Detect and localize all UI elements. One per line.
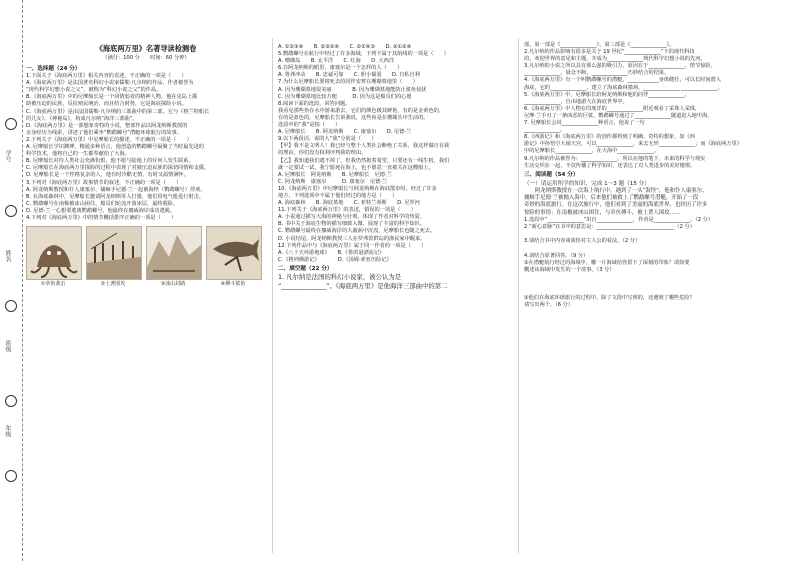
text-line: 【甲】我不是文明人！我已经与整个人类社会断绝了关系，我这样做自有我 <box>278 143 450 150</box>
section-heading: 二、填空题（22 分） <box>278 265 333 272</box>
text-line <box>524 245 774 252</box>
natives-attack-illustration <box>86 226 142 280</box>
illustration-caption: ①章鱼袭击 <box>40 281 66 288</box>
binding-ring <box>5 205 17 217</box>
text-line: A. 珊瑚岛 B. 太平洋 C. 红海 D. 大西洋 <box>278 58 395 65</box>
margin-label: 年级 <box>4 425 11 437</box>
text-line: A. 阿龙纳斯教授和仆人康塞尔、捕鲸手尼德·兰一起被海怪（鹦鹉螺号）俘虏。 <box>26 186 206 193</box>
illustration <box>26 226 80 288</box>
text-line: A. 尼摩船长 阿龙纳斯 B. 尼摩船长 尼德·兰 <box>278 171 392 178</box>
text-line: A. 海底森林 B. 海底墓地 C. 亚特兰蒂斯 D. 尼罗河 <box>278 200 420 207</box>
text-line: 5.鹦鹉螺号在航行中经过了许多海域，下列不属于其航线的一项是（ ） <box>278 51 449 58</box>
text-line: ______________。 <box>524 127 566 134</box>
text-line: ①在潜艇航行经过的海域中，哪一片海域给你留下了深刻的印象？请简要 <box>524 259 690 266</box>
text-line: 亲身经历为线索，讲述了他们乘坐“鹦鹉螺号”潜艇环球航行的故事。 <box>26 129 182 136</box>
octopus-attack-illustration <box>26 226 82 280</box>
text-line: B.《海底两万里》中的尼摩船长是一个同情弱者的精神人物，他在克岛上援 <box>26 94 198 101</box>
text-line: 的儿女》、《神秘岛》，构成凡尔纳“海洋三部曲”。 <box>26 115 138 122</box>
text-line: 我看见那些鱼在水中游来游去，它们的颜色极其鲜艳，有的是金黄色的， <box>278 107 445 114</box>
column-2 <box>278 44 514 291</box>
text-line: 科学技术，他将自己的一生都奉献给了大海。 <box>26 151 130 158</box>
text-line: 6.《海底两万里》中人物在印度洋的______________附近观看了采珠人采珠， <box>524 105 701 112</box>
question-block <box>26 73 266 222</box>
text-line: 4.下列对《海底两万里》中的情节概括排序正确的一项是（ ） <box>26 214 177 221</box>
text-line: 的，欢迎世界的意见和主题，并成为______________现代科学幻想小说的先河。 <box>524 56 706 63</box>
text-line: 地方，下列选项中不属于他们经过的地方是（ ） <box>278 192 398 199</box>
text-line: D. 尼德·兰一心想要逃离鹦鹉螺号，他最终在挪威海岸成功逃脱。 <box>26 207 176 214</box>
text-line: ______________，自由地游弋在海底世界中。 <box>524 98 628 105</box>
margin-label: 姓名 <box>4 250 11 262</box>
page-title: 《海底两万里》名著导读检测卷 <box>95 44 197 53</box>
text-line: C. 阿龙纳斯 康塞尔 D. 康塞尔 尼德·兰 <box>278 178 388 185</box>
illustration-row <box>26 226 266 288</box>
margin-label: 班级 <box>4 340 11 352</box>
illustration-caption: ④搏斗鲨鱼 <box>220 281 246 288</box>
text-line: 12.下列作品中与《海底两万里》属于同一作者的一项是（ ） <box>278 242 427 249</box>
text-line: 9.以下两段话，说的人“我”分别是（ ） <box>278 136 377 143</box>
text-line: D. 尼摩船长是一个性格复杂的人，他有时冷酷无情，有时又温情满怀。 <box>26 172 189 179</box>
shark-fight-illustration <box>206 226 262 280</box>
passage-line: 捕鲸手尼德·兰被抛入海中，后来他们被救上了鹦鹉螺号潜艇，开始了一段 <box>524 195 699 202</box>
text-line: A. 小说通过描写大海的神秘与壮观，体现了作者对科学的热爱。 <box>278 214 425 221</box>
text-line: A. 尼摩船长学识渊博，精通多种语言，他创造的鹦鹉螺号凝聚了当时最先进的 <box>26 144 204 151</box>
text-line: 2.凡尔纳的作品影响有很多是关于 19 世纪“______________”下的现代科技 <box>524 49 695 56</box>
text-line: 就一定要试一试，我宁愿死在海上，也不愿意一直被关在这艘船上。 <box>278 164 434 171</box>
text-line: C. 鹦鹉螺号在南极被冰山困住，船员们轮流开凿冰层，最终脱险。 <box>26 200 179 207</box>
text-line: 的理由，你们没有权利评判我的理由。 <box>278 150 367 157</box>
illustration <box>206 226 260 288</box>
text-line: 10.《海底两万里》中尼摩船长与阿龙纳斯在海底散步时，经过了许多 <box>278 185 437 192</box>
text-line: 9.凡尔纳的作品被誉为：______________，所以在他的笔下，未来的科学与现实 <box>524 155 706 162</box>
text-line: 部，第一部是《______________》，第三部是《______________》。 <box>524 42 675 48</box>
text-line: A. 因为珊瑚墓地很美丽 B. 因为珊瑚墓地能防止鲨鱼侵扰 <box>278 86 427 93</box>
text-line: 选段中的“我”是指（ ） <box>278 122 341 129</box>
question-block <box>278 44 514 264</box>
text-line: ②他们在海底环球旅行的过程中，除了文段中写到的，还遇到了哪些危险？ <box>524 295 695 302</box>
text-line: 请写出两个。（6 分） <box>524 302 574 309</box>
text-line: B. 尼摩船长对待人类社会充满仇恨，他不愿与陆地上的任何人发生联系。 <box>26 158 194 165</box>
text-line: 尼摩·兰手刃了一条凶恶的巨鲨，鹦鹉螺号通过了______________隧道进入地中海。 <box>524 112 713 119</box>
text-line: 8.阅读下面的选段，回答问题。 <box>278 100 351 107</box>
text-line: B. 在海底森林中，尼摩船长邀请阿龙纳斯等人打猎，他们用电气枪进行射击。 <box>26 193 205 200</box>
text-line: 7.为什么尼摩船长要将死去的同伴安葬在珊瑚墓地里（ ） <box>278 79 418 86</box>
text-line: 概述该海域中发生的一个故事。（3 分） <box>524 266 615 273</box>
column-3 <box>524 42 774 309</box>
text-line: C.《海底两万里》是由法国儒勒·凡尔纳的三部曲中的第二部，它与《格兰特船长 <box>26 108 210 115</box>
iceberg-illustration <box>146 226 202 280</box>
section-heading: 一、选择题（24 分） <box>26 66 81 72</box>
text-line: A.《海底两万里》是法国著名科幻小说家儒勒·凡尔纳的作品，作者被誉为 <box>26 80 194 87</box>
text-line: C.《格列佛游记》 D.《汤姆·索亚历险记》 <box>278 256 392 263</box>
text-line: D. 小说结尾，阿龙纳斯教授三人在罗弗敦群岛的渔民家中醒来。 <box>278 235 426 242</box>
reading-questions <box>524 217 774 309</box>
text-line: 海底，它的______________，建立了海底森林猎场，______________ ______________。 <box>524 84 723 91</box>
text-line: ______________，悬念不断，______________巧妙结合的结果。 <box>524 70 670 77</box>
binding-ring <box>5 118 17 130</box>
column-1 <box>26 64 266 288</box>
text-line <box>524 281 774 288</box>
fill-in-question <box>278 273 514 291</box>
text-line: 3.凡尔纳的小说之所以具有那么强的吸引力，原因在于______________，情节惊险， <box>524 63 716 70</box>
text-line: 1.下面关于《海底两万里》相关内容的表述，不正确的一项是（ ） <box>26 73 187 80</box>
text-line: 5.《海底两万里》中，尼摩船长给阿龙纳斯和他的同伴______________， <box>524 91 690 98</box>
illustration-caption: ③冰山封路 <box>160 281 186 288</box>
illustration-caption: ②土著围攻 <box>100 281 126 288</box>
text-line: C. 尼摩船长在海底两万里探险的过程中表现了对被压迫民族的深切同情和支援。 <box>26 165 210 172</box>
text-line: 1.选段中“______________”出自______________，作者是______________。（2 分） <box>524 217 714 224</box>
page-subtitle: （满分：100 分 时间：60 分钟） <box>102 55 190 61</box>
binding-margin <box>0 0 23 561</box>
binding-ring <box>5 470 17 482</box>
passage-line: 阿龙纳斯教授在一次海上航行中，遇到了一头“海怪”，他和仆人康塞尔、 <box>524 187 708 194</box>
illustration <box>86 226 140 288</box>
reading-passage <box>524 188 774 217</box>
section-heading: 三、阅读题（54 分） <box>524 171 579 178</box>
text-line <box>524 274 774 281</box>
column-divider <box>272 38 273 553</box>
text-line: A. ①②③④ B. ①③②④ C. ②①④③ D. ③①②④ <box>278 44 412 50</box>
text-line: A. 鲁莽冲动 B. 忠诚可靠 C. 胆小懦弱 D. 自私自利 <box>278 72 420 79</box>
subsection-heading: （一）请运用所学的知识，完成 1～3 题（15 分） <box>524 180 650 187</box>
margin-label: 学号 <box>4 150 11 162</box>
text-line: C. 鹦鹉螺号最终在挪威海岸的大漩涡中沉没，尼摩船长也随之死去。 <box>278 228 436 235</box>
fill-line: 1. 凡尔纳是法国的科幻小说家，被公认为是 <box>278 273 402 281</box>
text-line: A.《八十天环游地球》 B.《鲁滨逊漂流记》 <box>278 249 385 256</box>
text-line: 11.下列关于《海底两万里》的表述，错误的一项是（ ） <box>278 207 416 214</box>
text-line: 8.《西游记》和《海底两万里》的创作都得到了明确、奇特的想象，如《西 <box>524 134 695 141</box>
text-line: 3.请结合书中内容谈谈你对主人公的看法。（2 分） <box>524 238 641 245</box>
illustration <box>146 226 200 288</box>
passage-line: 惊险的事情：在南极被冰山困住，与章鱼搏斗，被土著人围攻…… <box>524 209 681 216</box>
question-block <box>524 42 774 170</box>
binding-ring <box>5 300 17 312</box>
text-line: 2.“新心意脉”在书中的意思是：______________________________（2 分） <box>524 224 695 231</box>
text-line: 游记》中孙悟空大闹天宫，可以______________，来去无形______________；而《海底两万里》 <box>524 141 742 148</box>
text-line: “现代科学幻想小说之父”，被称为“科幻小说之父”的作品。 <box>26 87 162 94</box>
text-line: 助被压迫的民族，反抗殖民统治，而且结合时势，它是海底探险小说。 <box>26 101 187 108</box>
text-line: A. 尼摩船长 B. 阿龙纳斯 C. 康塞尔 D. 尼德·兰 <box>278 129 412 136</box>
text-line: 中的尼摩船长______________，在大海中______________。 <box>524 148 659 155</box>
text-line: 7. 尼摩船长会说______________种语言，他说了一句 <box>524 120 645 127</box>
text-line: 2.下列关于《海底两万里》中尼摩船长的描述，不正确的一项是（ ） <box>26 136 192 143</box>
column-divider <box>518 38 519 553</box>
text-line: C. 因为珊瑚墓地比较方便 D. 因为这是船员们的心愿 <box>278 93 412 100</box>
text-line: 【乙】我知道我们逃不掉了，但我仍然抱着希望，只要还有一线生机，我们 <box>278 157 450 164</box>
text-line: B. 书中关于海底生物的描写细致入微，展现了丰富的科学知识。 <box>278 221 425 228</box>
text-line: 有的是蓝色的，尼摩船长告诉我说，这些鱼是在珊瑚丛中生活的。 <box>278 114 429 121</box>
text-line: 生活交织在一起，不仅传播了科学知识，还表达了对人类进步的美好憧憬。 <box>524 162 696 169</box>
text-line: D.《海底两万里》是一部想象奇特的小说，整部作品以阿龙纳斯教授的 <box>26 122 188 129</box>
text-line: 4.《海底两万里》有一个叫鹦鹉螺号的潜艇，____________身体健壮，可以长时间潜入 <box>524 77 721 84</box>
binding-ring <box>5 395 17 407</box>
text-line: 3.下列对《海底两万里》故事情节的叙述，不正确的一项是（ ） <box>26 179 182 186</box>
text-line: 6.在阿龙纳斯的眼里，康塞尔是一个怎样的人（ ） <box>278 65 403 72</box>
text-line: 4.请结合原著回答。（9 分） <box>524 252 589 259</box>
passage-line: 奇妙的海底旅行。在这次旅行中，他们看到了美丽的海底世界，也经历了许多 <box>524 202 708 209</box>
fill-line: “______________”。《海底两万里》是他海洋三部曲中的第二 <box>278 282 448 290</box>
